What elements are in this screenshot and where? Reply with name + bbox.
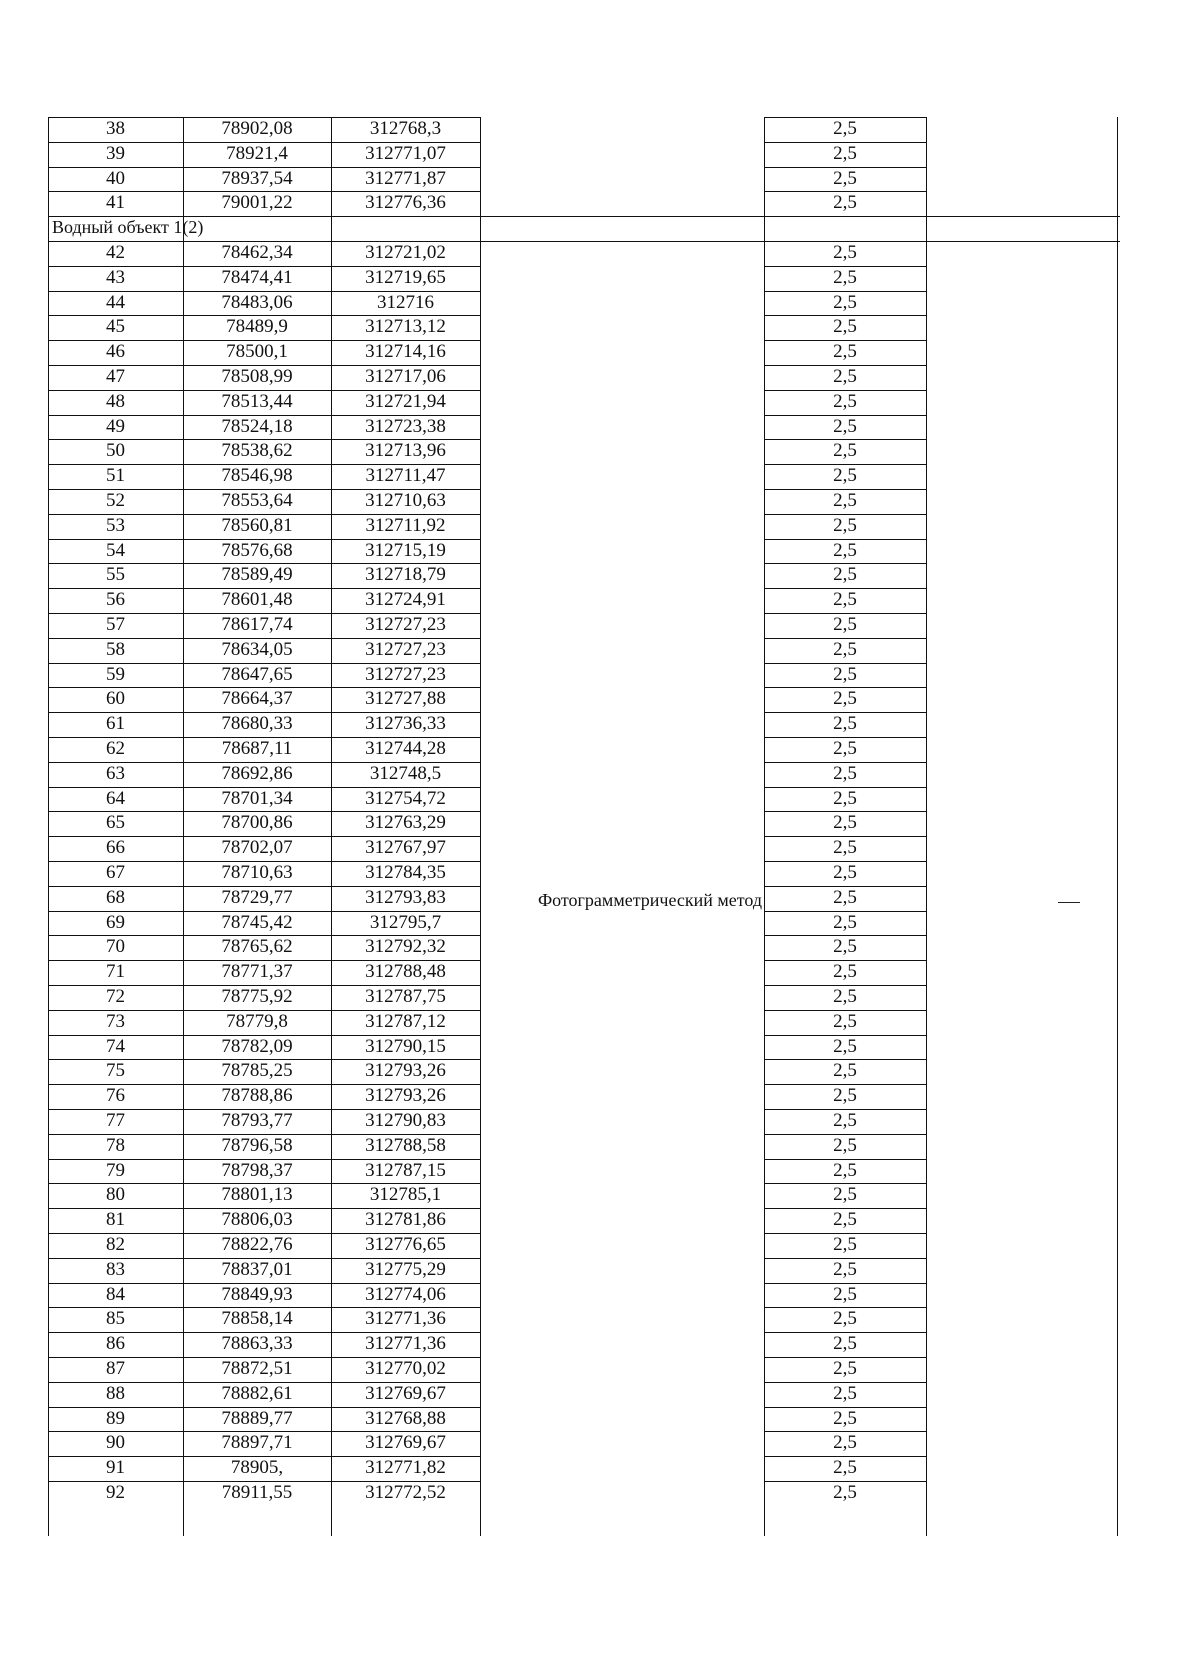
coord-x: 78801,13 [221, 1184, 293, 1206]
coord-x: 78560,81 [221, 514, 293, 536]
accuracy-value: 2,5 [833, 1035, 857, 1057]
accuracy-value: 2,5 [833, 1258, 857, 1280]
accuracy-value: 2,5 [833, 316, 857, 338]
table-border-right [1117, 117, 1118, 1536]
coord-x: 78937,54 [221, 167, 293, 189]
accuracy-value: 2,5 [833, 192, 857, 214]
coord-y: 312713,12 [365, 316, 446, 338]
coord-y: 312784,35 [365, 862, 446, 883]
coord-x: 78617,74 [221, 614, 293, 635]
accuracy-value: 2,5 [833, 341, 857, 363]
point-number: 72 [106, 986, 125, 1007]
point-number: 80 [106, 1184, 125, 1206]
accuracy-value: 2,5 [833, 118, 857, 139]
point-number: 48 [106, 390, 125, 412]
column-divider [480, 117, 481, 1536]
coord-x: 78782,09 [221, 1035, 293, 1057]
accuracy-value: 2,5 [833, 440, 857, 462]
point-number: 75 [106, 1060, 125, 1082]
accuracy-value: 2,5 [833, 812, 857, 834]
coord-x: 78775,92 [221, 986, 293, 1007]
point-number: 38 [106, 118, 125, 139]
accuracy-value: 2,5 [833, 1010, 857, 1032]
point-number: 43 [106, 266, 125, 288]
coord-x: 78745,42 [221, 911, 293, 933]
coord-y: 312727,23 [365, 614, 446, 635]
accuracy-value: 2,5 [833, 886, 857, 908]
point-number: 62 [106, 738, 125, 759]
method-label: Фотограмметрический метод [537, 889, 763, 910]
accuracy-value: 2,5 [833, 142, 857, 164]
accuracy-value: 2,5 [833, 911, 857, 933]
coord-x: 78863,33 [221, 1333, 293, 1355]
coord-x: 78500,1 [226, 341, 288, 363]
coord-y: 312781,86 [365, 1209, 446, 1231]
coord-y: 312710,63 [365, 490, 446, 511]
coord-y: 312767,97 [365, 837, 446, 859]
coord-y: 312769,67 [365, 1382, 446, 1404]
point-number: 63 [106, 762, 125, 784]
coord-y: 312790,83 [365, 1110, 446, 1131]
coord-y: 312727,23 [365, 663, 446, 685]
point-number: 89 [106, 1407, 125, 1429]
accuracy-value: 2,5 [833, 1432, 857, 1454]
accuracy-value: 2,5 [833, 1209, 857, 1231]
coord-y: 312787,12 [365, 1010, 446, 1032]
coord-x: 78553,64 [221, 490, 293, 511]
coord-y: 312787,15 [365, 1159, 446, 1181]
point-number: 84 [106, 1283, 125, 1305]
coord-x: 78902,08 [221, 118, 293, 139]
point-number: 47 [106, 366, 125, 387]
accuracy-value: 2,5 [833, 242, 857, 263]
point-number: 49 [106, 415, 125, 437]
coord-x: 78508,99 [221, 366, 293, 387]
coord-x: 79001,22 [221, 192, 293, 214]
coord-y: 312717,06 [365, 366, 446, 387]
coord-x: 78702,07 [221, 837, 293, 859]
coord-y: 312727,88 [365, 688, 446, 710]
accuracy-value: 2,5 [833, 663, 857, 685]
accuracy-value: 2,5 [833, 638, 857, 660]
accuracy-value: 2,5 [833, 862, 857, 883]
coord-x: 78921,4 [226, 142, 288, 164]
accuracy-value: 2,5 [833, 1358, 857, 1379]
coord-x: 78905, [230, 1457, 284, 1479]
point-number: 40 [106, 167, 125, 189]
point-number: 60 [106, 688, 125, 710]
point-number: 71 [106, 961, 125, 983]
accuracy-value: 2,5 [833, 589, 857, 611]
accuracy-value: 2,5 [833, 1457, 857, 1479]
coord-x: 78798,37 [221, 1159, 293, 1181]
coordinates-table [48, 117, 1120, 1536]
coord-y: 312711,92 [365, 514, 446, 536]
coord-x: 78889,77 [221, 1407, 293, 1429]
accuracy-value: 2,5 [833, 1482, 857, 1503]
coord-y: 312795,7 [369, 911, 442, 933]
point-number: 59 [106, 663, 125, 685]
coord-x: 78524,18 [221, 415, 293, 437]
coord-x: 78701,34 [221, 787, 293, 809]
point-number: 39 [106, 142, 125, 164]
coord-x: 78793,77 [221, 1110, 293, 1131]
coord-x: 78664,37 [221, 688, 293, 710]
coord-y: 312774,06 [365, 1283, 446, 1305]
coord-x: 78462,34 [221, 242, 293, 263]
coord-x: 78647,65 [221, 663, 293, 685]
point-number: 90 [106, 1432, 125, 1454]
coord-x: 78513,44 [221, 390, 293, 412]
coord-x: 78680,33 [221, 713, 293, 735]
column-divider [926, 117, 927, 1536]
coord-x: 78489,9 [226, 316, 288, 338]
coord-y: 312771,36 [365, 1333, 446, 1355]
coord-x: 78765,62 [221, 936, 293, 958]
point-number: 42 [106, 242, 125, 263]
accuracy-value: 2,5 [833, 167, 857, 189]
coord-y: 312718,79 [365, 564, 446, 586]
coord-y: 312744,28 [365, 738, 446, 759]
point-number: 57 [106, 614, 125, 635]
point-number: 56 [106, 589, 125, 611]
coord-y: 312713,96 [365, 440, 446, 462]
coord-y: 312768,3 [369, 118, 442, 139]
coord-y: 312776,65 [365, 1234, 446, 1255]
point-number: 88 [106, 1382, 125, 1404]
coord-x: 78779,8 [226, 1010, 288, 1032]
accuracy-value: 2,5 [833, 1134, 857, 1156]
point-number: 53 [106, 514, 125, 536]
coord-x: 78806,03 [221, 1209, 293, 1231]
coord-y: 312787,75 [365, 986, 446, 1007]
accuracy-value: 2,5 [833, 514, 857, 536]
coord-x: 78546,98 [221, 465, 293, 487]
coord-x: 78858,14 [221, 1308, 293, 1330]
coord-y: 312715,19 [365, 539, 446, 561]
accuracy-value: 2,5 [833, 1283, 857, 1305]
coord-y: 312721,94 [365, 390, 446, 412]
coord-x: 78849,93 [221, 1283, 293, 1305]
point-number: 82 [106, 1234, 125, 1255]
accuracy-value: 2,5 [833, 688, 857, 710]
coord-y: 312748,5 [369, 762, 442, 784]
coord-y: 312723,38 [365, 415, 446, 437]
coord-x: 78729,77 [221, 886, 293, 908]
point-number: 44 [106, 291, 125, 313]
point-number: 92 [106, 1482, 125, 1503]
point-number: 77 [106, 1110, 125, 1131]
point-number: 50 [106, 440, 125, 462]
coord-y: 312711,47 [365, 465, 446, 487]
point-number: 51 [106, 465, 125, 487]
coord-y: 312792,32 [365, 936, 446, 958]
point-number: 85 [106, 1308, 125, 1330]
point-number: 67 [106, 862, 125, 883]
coord-x: 78788,86 [221, 1085, 293, 1107]
coord-y: 312724,91 [365, 589, 446, 611]
accuracy-value: 2,5 [833, 266, 857, 288]
point-number: 46 [106, 341, 125, 363]
point-number: 66 [106, 837, 125, 859]
point-number: 86 [106, 1333, 125, 1355]
coord-x: 78538,62 [221, 440, 293, 462]
point-number: 41 [106, 192, 125, 214]
coord-y: 312771,36 [365, 1308, 446, 1330]
coord-y: 312714,16 [365, 341, 446, 363]
accuracy-value: 2,5 [833, 738, 857, 759]
point-number: 74 [106, 1035, 125, 1057]
coord-y: 312721,02 [365, 242, 446, 263]
coord-x: 78897,71 [221, 1432, 293, 1454]
accuracy-value: 2,5 [833, 564, 857, 586]
coord-y: 312788,58 [365, 1134, 446, 1156]
accuracy-value: 2,5 [833, 1308, 857, 1330]
coord-y: 312770,02 [365, 1358, 446, 1379]
coord-y: 312793,83 [365, 886, 446, 908]
coord-x: 78771,37 [221, 961, 293, 983]
coord-x: 78710,63 [221, 862, 293, 883]
coord-x: 78796,58 [221, 1134, 293, 1156]
point-number: 83 [106, 1258, 125, 1280]
point-number: 52 [106, 490, 125, 511]
coord-x: 78882,61 [221, 1382, 293, 1404]
point-number: 78 [106, 1134, 125, 1156]
point-number: 54 [106, 539, 125, 561]
accuracy-value: 2,5 [833, 539, 857, 561]
point-number: 79 [106, 1159, 125, 1181]
coord-x: 78692,86 [221, 762, 293, 784]
point-number: 55 [106, 564, 125, 586]
coord-y: 312793,26 [365, 1060, 446, 1082]
coord-y: 312776,36 [365, 192, 446, 214]
coord-x: 78589,49 [221, 564, 293, 586]
accuracy-value: 2,5 [833, 986, 857, 1007]
row-border [48, 216, 1120, 217]
coord-y: 312771,87 [365, 167, 446, 189]
coord-y: 312736,33 [365, 713, 446, 735]
coord-y: 312790,15 [365, 1035, 446, 1057]
coord-y: 312768,88 [365, 1407, 446, 1429]
coord-x: 78687,11 [221, 738, 293, 759]
point-number: 73 [106, 1010, 125, 1032]
note-dash [1058, 902, 1080, 903]
accuracy-value: 2,5 [833, 713, 857, 735]
section-title: Водный объект 1(2) [52, 217, 204, 238]
accuracy-value: 2,5 [833, 490, 857, 511]
coord-x: 78822,76 [221, 1234, 293, 1255]
coord-y: 312716 [377, 291, 434, 313]
accuracy-value: 2,5 [833, 1110, 857, 1131]
coord-x: 78576,68 [221, 539, 293, 561]
coord-y: 312719,65 [365, 266, 446, 288]
accuracy-value: 2,5 [833, 1159, 857, 1181]
point-number: 81 [106, 1209, 125, 1231]
coord-y: 312788,48 [365, 961, 446, 983]
accuracy-value: 2,5 [833, 936, 857, 958]
coord-x: 78483,06 [221, 291, 293, 313]
accuracy-value: 2,5 [833, 390, 857, 412]
point-number: 64 [106, 787, 125, 809]
coord-x: 78474,41 [221, 266, 293, 288]
point-number: 68 [106, 886, 125, 908]
coord-y: 312763,29 [365, 812, 446, 834]
coord-y: 312785,1 [369, 1184, 442, 1206]
accuracy-value: 2,5 [833, 787, 857, 809]
coord-x: 78837,01 [221, 1258, 293, 1280]
coord-y: 312727,23 [365, 638, 446, 660]
accuracy-value: 2,5 [833, 1407, 857, 1429]
accuracy-value: 2,5 [833, 465, 857, 487]
coord-x: 78601,48 [221, 589, 293, 611]
coord-x: 78785,25 [221, 1060, 293, 1082]
point-number: 45 [106, 316, 125, 338]
coord-y: 312772,52 [365, 1482, 446, 1503]
accuracy-value: 2,5 [833, 415, 857, 437]
coord-y: 312769,67 [365, 1432, 446, 1454]
coord-y: 312775,29 [365, 1258, 446, 1280]
accuracy-value: 2,5 [833, 291, 857, 313]
accuracy-value: 2,5 [833, 614, 857, 635]
accuracy-value: 2,5 [833, 1382, 857, 1404]
point-number: 76 [106, 1085, 125, 1107]
point-number: 70 [106, 936, 125, 958]
coord-y: 312793,26 [365, 1085, 446, 1107]
accuracy-value: 2,5 [833, 1333, 857, 1355]
accuracy-value: 2,5 [833, 762, 857, 784]
point-number: 69 [106, 911, 125, 933]
accuracy-value: 2,5 [833, 961, 857, 983]
coord-x: 78700,86 [221, 812, 293, 834]
point-number: 58 [106, 638, 125, 660]
point-number: 91 [106, 1457, 125, 1479]
point-number: 61 [106, 713, 125, 735]
coord-x: 78911,55 [221, 1482, 293, 1503]
point-number: 87 [106, 1358, 125, 1379]
coord-y: 312754,72 [365, 787, 446, 809]
coord-y: 312771,82 [365, 1457, 446, 1479]
accuracy-value: 2,5 [833, 1184, 857, 1206]
accuracy-value: 2,5 [833, 1060, 857, 1082]
accuracy-value: 2,5 [833, 366, 857, 387]
coord-x: 78634,05 [221, 638, 293, 660]
coord-x: 78872,51 [221, 1358, 293, 1379]
accuracy-value: 2,5 [833, 1234, 857, 1255]
accuracy-value: 2,5 [833, 837, 857, 859]
accuracy-value: 2,5 [833, 1085, 857, 1107]
coord-y: 312771,07 [365, 142, 446, 164]
point-number: 65 [106, 812, 125, 834]
